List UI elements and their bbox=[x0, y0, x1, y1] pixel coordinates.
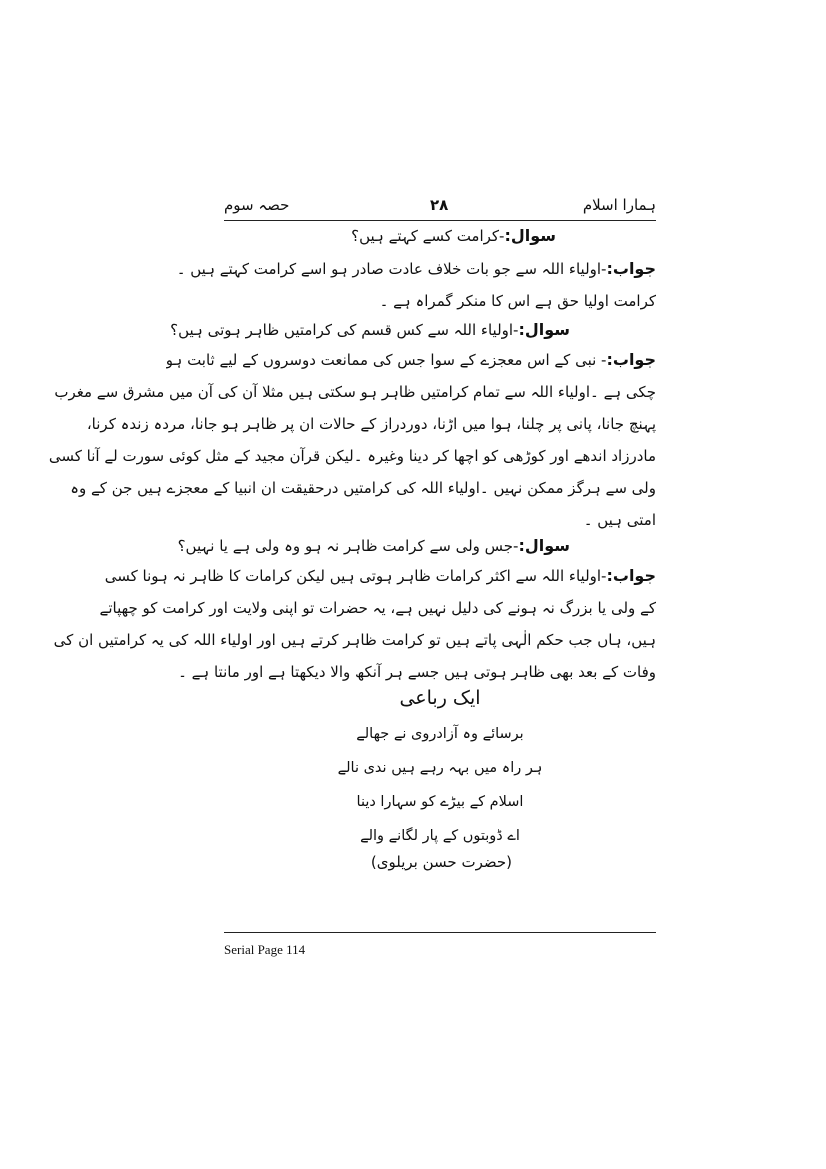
answer-line: جواب:-اولیاء اللہ سے اکثر کرامات ظاہر ہوتی ہیں لیکن کرامات کا ظاہر نہ ہونا کسی bbox=[104, 566, 656, 585]
footer-rule bbox=[224, 932, 656, 933]
poem-verse: برسائے وہ آزادروی نے جھالے bbox=[356, 726, 524, 742]
question-line: سوال:-کرامت کسے کہتے ہیں؟ bbox=[351, 226, 556, 245]
answer-line: مادرزاد اندھے اور کوڑھی کو اچھا کر دینا وغیرہ ۔لیکن قرآن مجید کے مثل کوئی سورت لے آنا کسی bbox=[48, 447, 656, 465]
header-rule bbox=[224, 220, 656, 221]
poem-verse: ہر راہ میں بہہ رہے ہیں ندی نالے bbox=[337, 760, 543, 776]
answer-line: امتی ہیں ۔ bbox=[583, 511, 656, 529]
part-label: حصہ سوم bbox=[224, 196, 290, 214]
serial-label: Serial Page bbox=[224, 942, 283, 957]
question-line: سوال:-جس ولی سے کرامت ظاہر نہ ہو وہ ولی ہے یا نہیں؟ bbox=[177, 536, 570, 555]
answer-line: کرامت اولیا حق ہے اس کا منکر گمراہ ہے ۔ bbox=[379, 292, 656, 310]
footer bbox=[224, 942, 305, 958]
poem-verse: اسلام کے بیڑے کو سہارا دینا bbox=[356, 794, 524, 810]
serial-number: 114 bbox=[286, 942, 306, 957]
answer-line: وفات کے بعد بھی ظاہر ہوتی ہیں جسے ہر آنکھ والا دیکھتا ہے اور مانتا ہے ۔ bbox=[178, 663, 656, 681]
answer-line: پہنچ جانا، پانی پر چلنا، ہوا میں اڑنا، دوردراز کے حالات ان پر ظاہر ہو جانا، مردہ زندہ کرنا، bbox=[86, 415, 656, 433]
running-header bbox=[224, 194, 656, 218]
answer-line: چکی ہے ۔اولیاء اللہ سے تمام کرامتیں ظاہر ہو سکتی ہیں مثلا آن کی آن میں مشرق سے مغرب bbox=[54, 383, 656, 401]
answer-line: ولی سے ہرگز ممکن نہیں ۔اولیاء اللہ کی کرامتیں درحقیقت ان انبیا کے معجزے ہیں جن کے وہ bbox=[70, 479, 656, 497]
answer-line: جواب:-اولیاء اللہ سے جو بات خلاف عادت صادر ہو اسے کرامت کہتے ہیں ۔ bbox=[176, 259, 656, 278]
poem-attribution: (حضرت حسن بریلوی) bbox=[370, 853, 512, 871]
poem-verse: اے ڈوبتوں کے پار لگانے والے bbox=[360, 828, 520, 844]
answer-line: کے ولی یا بزرگ نہ ہونے کی دلیل نہیں ہے، یہ حضرات تو اپنی ولایت اور کرامت کو چھپاتے bbox=[99, 599, 656, 617]
question-line: سوال:-اولیاء اللہ سے کس قسم کی کرامتیں ظاہر ہوتی ہیں؟ bbox=[170, 320, 570, 339]
answer-line: ہیں، ہاں جب حکم الٰہی پاتے ہیں تو کرامت ظاہر کرتے ہیں اور اولیاء اللہ کی یہ کرامتیں ان کی bbox=[53, 631, 656, 649]
answer-line: جواب:- نبی کے اس معجزے کے سوا جس کی ممانعت دوسروں کے لیے ثابت ہو bbox=[165, 350, 656, 369]
poem-title: ایک رباعی bbox=[399, 687, 481, 709]
page-number: ۲۸ bbox=[430, 196, 449, 214]
book-title: ہمارا اسلام bbox=[582, 196, 656, 214]
